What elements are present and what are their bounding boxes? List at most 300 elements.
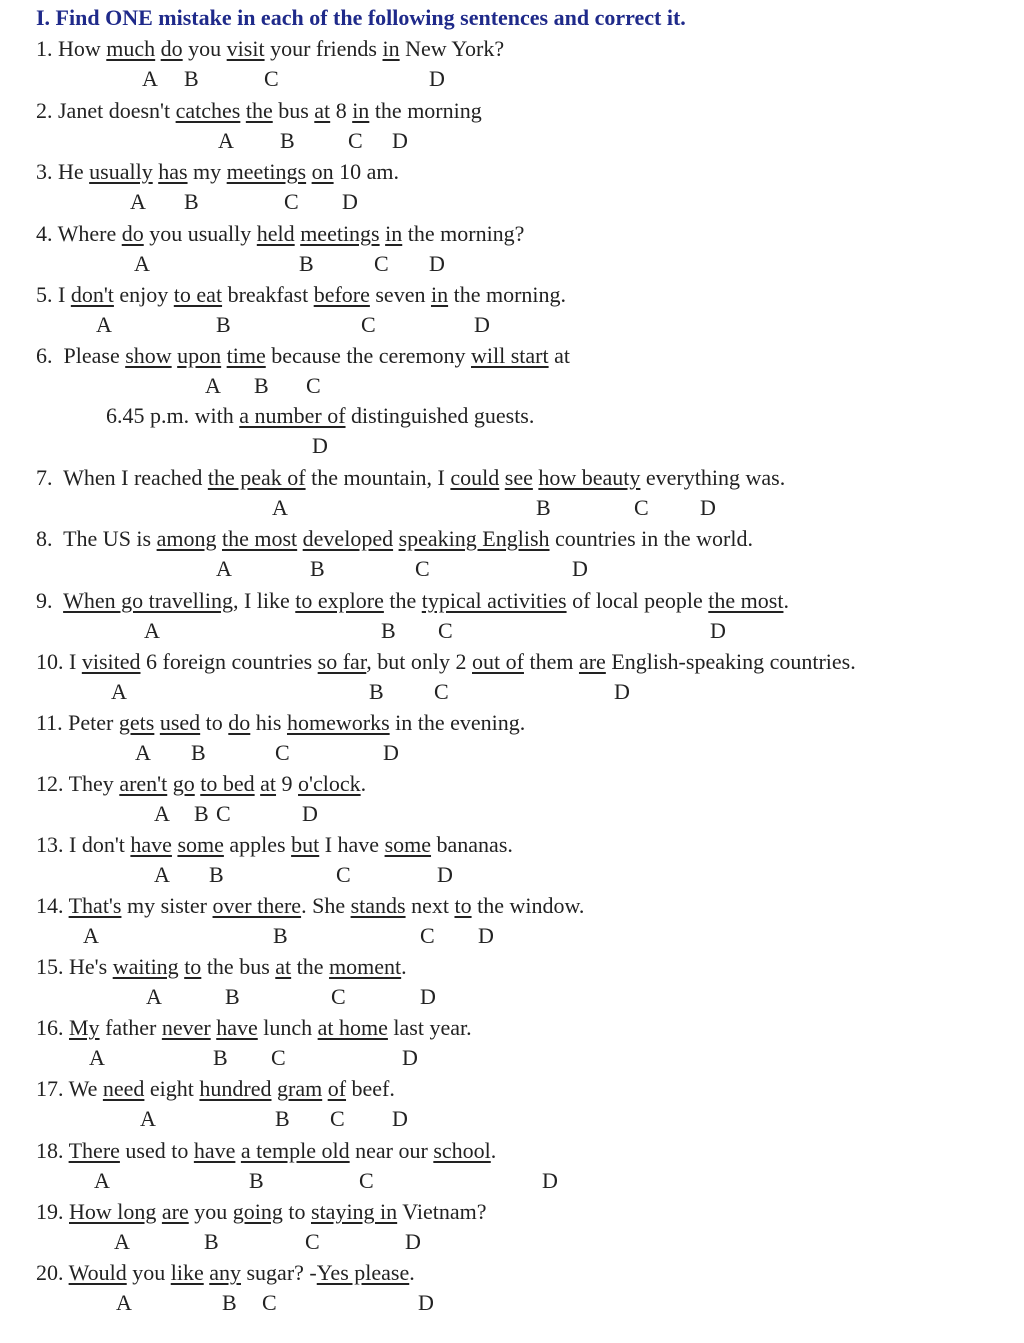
underlined-option: to <box>184 954 202 979</box>
underlined-option: stands <box>350 893 406 918</box>
question-4 <box>36 219 524 279</box>
sentence-text: the window. <box>471 893 585 918</box>
underlined-option: My <box>69 1015 100 1040</box>
sentence-text: 2. Janet doesn't <box>36 98 176 123</box>
underlined-option: to eat <box>173 282 223 307</box>
sentence-text: 15. He's <box>36 954 113 979</box>
question-7 <box>36 463 785 523</box>
question-sentence <box>36 1197 486 1227</box>
option-letter-d: D <box>542 1168 558 1193</box>
sentence-text: 10 am. <box>333 159 399 184</box>
option-letter-a: A <box>154 862 170 887</box>
sentence-text: 6. Please <box>36 343 126 368</box>
option-letter-a: A <box>146 984 162 1009</box>
question-14 <box>36 891 584 951</box>
sentence-text: 6.45 p.m. with <box>106 403 240 428</box>
underlined-option: see <box>504 465 533 490</box>
underlined-option: have <box>216 1015 258 1040</box>
question-sentence <box>36 1136 496 1166</box>
underlined-option: hundred <box>199 1076 272 1101</box>
option-letter-d: D <box>429 251 445 276</box>
underlined-option: a number of <box>239 403 346 428</box>
option-letter-d: D <box>392 128 408 153</box>
option-letter-d: D <box>478 923 494 948</box>
option-letter-c: C <box>415 556 430 581</box>
option-letter-c: C <box>284 189 299 214</box>
sentence-text: , I like <box>232 588 296 613</box>
underlined-option: of <box>327 1076 347 1101</box>
underlined-option: usually <box>89 159 153 184</box>
underlined-option: to explore <box>295 588 384 613</box>
underlined-option: waiting <box>112 954 179 979</box>
sentence-text: 12. They <box>36 771 120 796</box>
underlined-option: school <box>433 1138 491 1163</box>
option-letter-b: B <box>184 189 199 214</box>
sentence-text: the <box>291 954 330 979</box>
option-letter-a: A <box>218 128 234 153</box>
sentence-text: 6 foreign countries <box>140 649 318 674</box>
sentence-text: , but only 2 <box>366 649 473 674</box>
sentence-text: . <box>360 771 367 796</box>
question-sentence <box>36 463 785 493</box>
option-letters <box>36 1043 472 1073</box>
question-sentence <box>36 1074 395 1104</box>
question-8 <box>36 524 753 584</box>
sentence-text: near our <box>349 1138 434 1163</box>
underlined-option: staying in <box>311 1199 398 1224</box>
underlined-option: homeworks <box>286 710 390 735</box>
sentence-text: the morning. <box>448 282 567 307</box>
option-letter-b: B <box>369 679 384 704</box>
option-letter-c: C <box>306 373 321 398</box>
underlined-option: don't <box>70 282 114 307</box>
option-letters <box>36 1104 408 1134</box>
question-15 <box>36 952 436 1012</box>
sentence-text: . She <box>301 893 351 918</box>
sentence-text: sugar? - <box>241 1260 317 1285</box>
option-letter-b: B <box>273 923 288 948</box>
question-20 <box>36 1258 434 1318</box>
underlined-option: on <box>311 159 334 184</box>
option-letter-d: D <box>302 801 318 826</box>
underlined-option: going <box>232 1199 283 1224</box>
question-sentence <box>36 341 570 371</box>
sentence-text: my <box>187 159 227 184</box>
option-letters <box>36 677 856 707</box>
option-letter-c: C <box>275 740 290 765</box>
option-letter-d: D <box>437 862 453 887</box>
underlined-option: do <box>160 36 183 61</box>
option-letter-c: C <box>348 128 363 153</box>
underlined-option: the peak of <box>207 465 306 490</box>
underlined-option: go <box>172 771 195 796</box>
sentence-text: New York? <box>399 36 505 61</box>
underlined-option: like <box>170 1260 204 1285</box>
sentence-text: countries in the world. <box>549 526 753 551</box>
option-letter-b: B <box>254 373 269 398</box>
sentence-text: you <box>188 1199 233 1224</box>
underlined-option: much <box>106 36 156 61</box>
sentence-text: English-speaking countries. <box>605 649 856 674</box>
sentence-text: you <box>126 1260 171 1285</box>
option-letters <box>36 1166 558 1196</box>
sentence-text: last year. <box>387 1015 472 1040</box>
option-letter-c: C <box>438 618 453 643</box>
sentence-text: 11. Peter <box>36 710 119 735</box>
option-letter-d: D <box>700 495 716 520</box>
question-sentence <box>36 34 504 64</box>
sentence-text: . <box>490 1138 497 1163</box>
question-sentence <box>36 586 789 616</box>
option-letter-a: A <box>94 1168 110 1193</box>
option-letter-b: B <box>191 740 206 765</box>
sentence-text: lunch <box>257 1015 318 1040</box>
underlined-option: used <box>159 710 201 735</box>
question-3 <box>36 157 399 217</box>
underlined-option: meetings <box>226 159 307 184</box>
option-letter-a: A <box>116 1290 132 1315</box>
option-letter-b: B <box>225 984 240 1009</box>
option-letter-d: D <box>312 433 328 458</box>
underlined-option: in <box>385 221 403 246</box>
underlined-option: among <box>156 526 217 551</box>
sentence-text: in the evening. <box>389 710 526 735</box>
question-18 <box>36 1136 558 1196</box>
question-sentence <box>36 647 856 677</box>
option-letter-a: A <box>140 1106 156 1131</box>
underlined-option: at home <box>317 1015 388 1040</box>
underlined-option: meetings <box>300 221 380 246</box>
underlined-option: developed <box>302 526 394 551</box>
underlined-option: Would <box>68 1260 127 1285</box>
question-16 <box>36 1013 472 1073</box>
question-9 <box>36 586 789 646</box>
sentence-text: 9 <box>276 771 299 796</box>
underlined-option: visited <box>81 649 141 674</box>
option-letters <box>36 126 482 156</box>
underlined-option: aren't <box>119 771 168 796</box>
sentence-text: at <box>548 343 570 368</box>
underlined-option: That's <box>68 893 122 918</box>
underlined-option: a temple old <box>240 1138 350 1163</box>
underlined-option: When go travelling <box>63 588 233 613</box>
option-letter-d: D <box>420 984 436 1009</box>
sentence-text: Vietnam? <box>397 1199 487 1224</box>
option-letter-b: B <box>275 1106 290 1131</box>
underlined-option: but <box>291 832 320 857</box>
option-letter-b: B <box>204 1229 219 1254</box>
sentence-text: 14. <box>36 893 69 918</box>
option-letters <box>36 371 570 401</box>
option-letters <box>36 982 436 1012</box>
question-5 <box>36 280 566 340</box>
question-sentence <box>36 1013 472 1043</box>
sentence-text: 7. When I reached <box>36 465 208 490</box>
option-letters <box>36 1227 486 1257</box>
underlined-option: never <box>161 1015 211 1040</box>
option-letter-b: B <box>280 128 295 153</box>
sentence-text: his <box>250 710 287 735</box>
option-letters <box>36 249 524 279</box>
underlined-option: typical activities <box>421 588 567 613</box>
underlined-option: over there <box>212 893 302 918</box>
sentence-text: the morning <box>369 98 482 123</box>
sentence-text: the <box>383 588 422 613</box>
sentence-text: to <box>200 710 229 735</box>
sentence-text: them <box>523 649 579 674</box>
option-letters <box>36 921 584 951</box>
option-letter-c: C <box>634 495 649 520</box>
underlined-option: the <box>245 98 273 123</box>
question-sentence <box>36 891 584 921</box>
underlined-option: gram <box>277 1076 323 1101</box>
question-sentence <box>36 769 366 799</box>
question-10 <box>36 647 856 707</box>
option-letter-d: D <box>429 66 445 91</box>
option-letter-a: A <box>144 618 160 643</box>
sentence-text: you <box>182 36 227 61</box>
option-letter-b: B <box>222 1290 237 1315</box>
question-sentence <box>36 157 399 187</box>
underlined-option: to bed <box>200 771 255 796</box>
option-letter-a: A <box>130 189 146 214</box>
option-letter-c: C <box>359 1168 374 1193</box>
sentence-text: 3. He <box>36 159 90 184</box>
underlined-option: do <box>121 221 144 246</box>
sentence-text: 8 <box>330 98 353 123</box>
sentence-text: beef. <box>346 1076 395 1101</box>
sentence-text: . <box>401 954 407 979</box>
sentence-text: . <box>409 1260 415 1285</box>
underlined-option: have <box>193 1138 236 1163</box>
sentence-text: next <box>405 893 455 918</box>
underlined-option: any <box>209 1260 241 1285</box>
underlined-option: Yes please <box>316 1260 410 1285</box>
option-letter-a: A <box>83 923 99 948</box>
question-sentence <box>36 708 525 738</box>
option-letter-c: C <box>434 679 449 704</box>
option-letters <box>36 493 785 523</box>
sentence-text: apples <box>223 832 292 857</box>
sentence-text: bus <box>272 98 315 123</box>
option-letter-b: B <box>310 556 325 581</box>
sentence-text: 1. How <box>36 36 107 61</box>
option-letter-b: B <box>381 618 396 643</box>
option-letter-b: B <box>249 1168 264 1193</box>
underlined-option: There <box>68 1138 120 1163</box>
option-letter-b: B <box>194 801 209 826</box>
underlined-option: catches <box>175 98 241 123</box>
underlined-option: gets <box>118 710 155 735</box>
option-letter-d: D <box>383 740 399 765</box>
option-letter-b: B <box>209 862 224 887</box>
option-letter-d: D <box>710 618 726 643</box>
option-letter-a: A <box>114 1229 130 1254</box>
option-letter-c: C <box>330 1106 345 1131</box>
underlined-option: in <box>382 36 400 61</box>
sentence-text: . <box>783 588 789 613</box>
sentence-text: 17. We <box>36 1076 103 1101</box>
option-letters <box>36 616 789 646</box>
option-letter-c: C <box>271 1045 286 1070</box>
sentence-text: the mountain, I <box>305 465 451 490</box>
underlined-option: time <box>226 343 266 368</box>
sentence-text: the morning? <box>402 221 525 246</box>
underlined-option: some <box>384 832 432 857</box>
underlined-option: how beauty <box>538 465 641 490</box>
underlined-option: have <box>130 832 172 857</box>
underlined-option: at <box>260 771 277 796</box>
sentence-text: 18. <box>36 1138 69 1163</box>
underlined-option: moment <box>329 954 402 979</box>
option-letter-d: D <box>614 679 630 704</box>
option-letters <box>36 860 513 890</box>
sentence-text: distinguished guests. <box>345 403 535 428</box>
underlined-option: out of <box>472 649 524 674</box>
underlined-option: need <box>102 1076 145 1101</box>
sentence-text: 16. <box>36 1015 69 1040</box>
option-letter-c: C <box>336 862 351 887</box>
option-letter-a: A <box>205 373 221 398</box>
sentence-text: the bus <box>201 954 276 979</box>
underlined-option: some <box>177 832 224 857</box>
option-letter-a: A <box>96 312 112 337</box>
question-sentence <box>36 830 513 860</box>
option-letter-c: C <box>262 1290 277 1315</box>
option-letters <box>36 64 504 94</box>
option-letter-d: D <box>418 1290 434 1315</box>
option-letters <box>36 799 366 829</box>
underlined-option: the most <box>708 588 784 613</box>
sentence-text: your friends <box>264 36 383 61</box>
underlined-option: at <box>275 954 292 979</box>
sentence-text: 19. <box>36 1199 69 1224</box>
underlined-option: upon <box>177 343 222 368</box>
underlined-option: visit <box>226 36 265 61</box>
sentence-text: 13. I don't <box>36 832 131 857</box>
question-13 <box>36 830 513 890</box>
question-11 <box>36 708 525 768</box>
question-12 <box>36 769 366 829</box>
underlined-option: the most <box>222 526 298 551</box>
option-letter-a: A <box>134 251 150 276</box>
sentence-text: breakfast <box>222 282 314 307</box>
option-letter-a: A <box>216 556 232 581</box>
sentence-text: my sister <box>121 893 213 918</box>
question-sentence <box>36 524 753 554</box>
question-1 <box>36 34 504 94</box>
exercise-title: I. Find ONE mistake in each of the following sentences and correct it. <box>36 5 686 30</box>
underlined-option: are <box>161 1199 189 1224</box>
sentence-text: 8. The US is <box>36 526 157 551</box>
option-letter-d: D <box>342 189 358 214</box>
sentence-text: everything was. <box>640 465 786 490</box>
question-sentence <box>36 280 566 310</box>
sentence-text: 4. Where <box>36 221 122 246</box>
underlined-option: before <box>313 282 370 307</box>
option-letter-b: B <box>216 312 231 337</box>
underlined-option: o'clock <box>298 771 361 796</box>
option-letters <box>36 310 566 340</box>
question-sentence <box>36 952 407 982</box>
question-19 <box>36 1197 486 1257</box>
sentence-text: I have <box>319 832 385 857</box>
option-letter-a: A <box>89 1045 105 1070</box>
underlined-option: could <box>450 465 500 490</box>
option-letter-d: D <box>405 1229 421 1254</box>
question-6 <box>36 341 570 461</box>
option-letter-b: B <box>213 1045 228 1070</box>
underlined-option: do <box>228 710 251 735</box>
option-letter-a: A <box>272 495 288 520</box>
sentence-text: bananas. <box>431 832 513 857</box>
underlined-option: How long <box>69 1199 157 1224</box>
underlined-option: speaking English <box>398 526 550 551</box>
sentence-text: 5. I <box>36 282 71 307</box>
option-letters <box>36 431 570 461</box>
option-letters <box>36 738 525 768</box>
underlined-option: to <box>454 893 472 918</box>
option-letter-b: B <box>299 251 314 276</box>
sentence-text: enjoy <box>113 282 174 307</box>
underlined-option: in <box>352 98 370 123</box>
option-letter-c: C <box>420 923 435 948</box>
option-letter-a: A <box>111 679 127 704</box>
option-letter-c: C <box>305 1229 320 1254</box>
option-letters <box>36 554 753 584</box>
option-letter-c: C <box>216 801 231 826</box>
sentence-text: eight <box>144 1076 200 1101</box>
option-letter-b: B <box>184 66 199 91</box>
option-letters <box>36 1288 434 1318</box>
underlined-option: show <box>125 343 172 368</box>
sentence-text: of local people <box>566 588 709 613</box>
option-letter-b: B <box>536 495 551 520</box>
sentence-text: 20. <box>36 1260 69 1285</box>
question-sentence <box>36 96 482 126</box>
underlined-option: in <box>430 282 449 307</box>
option-letter-a: A <box>135 740 151 765</box>
option-letter-c: C <box>331 984 346 1009</box>
question-2 <box>36 96 482 156</box>
underlined-option: at <box>314 98 331 123</box>
sentence-text: used to <box>119 1138 194 1163</box>
underlined-option: has <box>158 159 188 184</box>
question-17 <box>36 1074 408 1134</box>
question-sentence <box>36 219 524 249</box>
option-letter-a: A <box>142 66 158 91</box>
sentence-text: you usually <box>143 221 257 246</box>
sentence-text: 9. <box>36 588 64 613</box>
option-letter-d: D <box>572 556 588 581</box>
sentence-text: father <box>99 1015 162 1040</box>
option-letter-d: D <box>474 312 490 337</box>
underlined-option: are <box>578 649 606 674</box>
option-letter-c: C <box>361 312 376 337</box>
underlined-option: so far <box>317 649 367 674</box>
option-letters <box>36 187 399 217</box>
question-sentence <box>36 1258 415 1288</box>
sentence-text: to <box>282 1199 311 1224</box>
option-letter-c: C <box>374 251 389 276</box>
sentence-text: because the ceremony <box>265 343 471 368</box>
option-letter-d: D <box>392 1106 408 1131</box>
sentence-text: 10. I <box>36 649 82 674</box>
option-letter-c: C <box>264 66 279 91</box>
sentence-text: seven <box>369 282 431 307</box>
option-letter-d: D <box>402 1045 418 1070</box>
underlined-option: held <box>256 221 295 246</box>
